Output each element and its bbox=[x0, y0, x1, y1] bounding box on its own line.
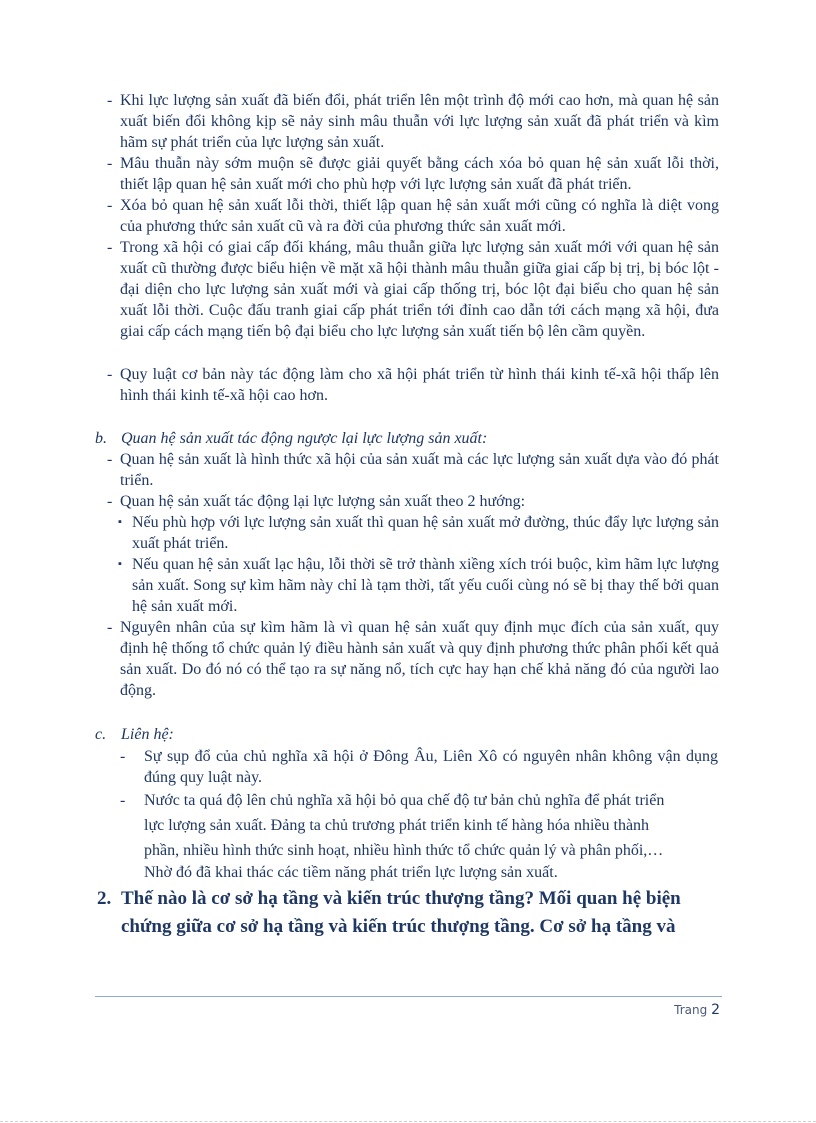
section-b-title: Quan hệ sản xuất tác động ngược lại lực lượng sản xuất: bbox=[121, 430, 488, 447]
bullet-marker: - bbox=[107, 493, 113, 510]
bullet-line: Nhờ đó đã khai thác các tiềm năng phát triển lực lượng sản xuất. bbox=[144, 864, 558, 881]
section-c-label: c. bbox=[95, 726, 107, 743]
question-title-line: Thế nào là cơ sở hạ tầng và kiến trúc thượng tầng? Mối quan hệ biện bbox=[121, 888, 681, 909]
bullet-item: Quy luật cơ bản này tác động làm cho xã hội phát triển từ hình thái kinh tế-xã hội thấp lên hình thái kinh tế-xã hội cao hơn. bbox=[120, 366, 719, 404]
question-title-line: chứng giữa cơ sở hạ tầng và kiến trúc thượng tầng. Cơ sở hạ tầng và bbox=[121, 916, 676, 937]
square-bullet-icon: ▪ bbox=[118, 516, 122, 528]
bullet-item: Nguyên nhân của sự kìm hãm là vì quan hệ sản xuất quy định mục đích của sản xuất, quy định hệ thống tổ chức quản lý điều hành sản xuất và quy định phương thức phân phối kết quả sản xuất. Do đó nó có thể tạo ra sự năng nổ, tích cực hay hạn chế khả năng đó của người lao động. bbox=[120, 619, 719, 699]
bullet-line: lực lượng sản xuất. Đảng ta chủ trương phát triển kinh tế hàng hóa nhiều thành bbox=[144, 817, 650, 834]
bullet-item: Mâu thuẫn này sớm muộn sẽ được giải quyết bằng cách xóa bỏ quan hệ sản xuất lỗi thời, thiết lập quan hệ sản xuất mới cho phù hợp với lực lượng sản xuất đã phát triển. bbox=[120, 155, 719, 193]
footer-divider bbox=[95, 996, 722, 997]
bullet-marker: - bbox=[107, 92, 113, 109]
bullet-marker: - bbox=[107, 197, 113, 214]
sub-bullet-item: Nếu quan hệ sản xuất lạc hậu, lỗi thời sẽ trở thành xiềng xích trói buộc, kìm hãm lực lượng sản xuất. Song sự kìm hãm này chỉ là tạm thời, tất yếu cuối cùng nó sẽ bị thay thế bởi quan hệ sản xuất mới. bbox=[132, 556, 719, 615]
page-number: 2 bbox=[711, 1002, 720, 1018]
bullet-item: Xóa bỏ quan hệ sản xuất lỗi thời, thiết lập quan hệ sản xuất mới cũng có nghĩa là diệt vong của phương thức sản xuất cũ và ra đời của phương thức sản xuất mới. bbox=[120, 197, 719, 235]
bullet-item: Trong xã hội có giai cấp đối kháng, mâu thuẫn giữa lực lượng sản xuất mới với quan hệ sản xuất cũ thường được biểu hiện về mặt xã hội thành mâu thuẫn giữa giai cấp bị trị, bị bóc lột - đại diện cho lực lượng sản xuất mới và giai cấp thống trị, bóc lột đại biểu cho quan hệ sản xuất lỗi thời. Cuộc đấu tranh giai cấp phát triển tới đỉnh cao dẫn tới cách mạng xã hội, đưa giai cấp cách mạng tiến bộ đại biểu cho lực lượng sản xuất tiến bộ lên cầm quyền. bbox=[120, 239, 719, 340]
section-b-label: b. bbox=[95, 430, 107, 447]
page-footer bbox=[674, 1002, 720, 1018]
question-number: 2. bbox=[97, 888, 112, 909]
bullet-marker: - bbox=[120, 748, 126, 765]
bullet-item: Quan hệ sản xuất là hình thức xã hội của sản xuất mà các lực lượng sản xuất dựa vào đó phát triển. bbox=[120, 451, 719, 489]
bullet-line: Nước ta quá độ lên chủ nghĩa xã hội bỏ qua chế độ tư bản chủ nghĩa để phát triển bbox=[144, 792, 665, 809]
footer-label: Trang bbox=[674, 1003, 708, 1017]
sub-bullet-item: Nếu phù hợp với lực lượng sản xuất thì quan hệ sản xuất mở đường, thúc đẩy lực lượng sản xuất phát triển. bbox=[132, 514, 719, 552]
bullet-marker: - bbox=[107, 451, 113, 468]
square-bullet-icon: ▪ bbox=[118, 558, 122, 570]
bullet-marker: - bbox=[107, 619, 113, 636]
bullet-item: Quan hệ sản xuất tác động lại lực lượng sản xuất theo 2 hướng: bbox=[120, 493, 526, 510]
bullet-item: Khi lực lượng sản xuất đã biến đổi, phát triển lên một trình độ mới cao hơn, mà quan hệ sản xuất biến đổi không kịp sẽ nảy sinh mâu thuẫn với lực lượng sản xuất đã phát triển và kìm hãm sự phát triển của lực lượng sản xuất. bbox=[120, 92, 719, 151]
bullet-marker: - bbox=[107, 239, 113, 256]
bullet-marker: - bbox=[120, 792, 126, 809]
section-b-heading bbox=[95, 428, 487, 449]
section-c-title: Liên hệ: bbox=[121, 726, 174, 743]
page-edge bbox=[0, 1121, 816, 1122]
bullet-item: Sự sụp đổ của chủ nghĩa xã hội ở Đông Âu, Liên Xô có nguyên nhân không vận dụng đúng quy luật này. bbox=[144, 748, 718, 786]
bullet-marker: - bbox=[107, 155, 113, 172]
bullet-line: phần, nhiều hình thức sinh hoạt, nhiều hình thức tổ chức quản lý và phân phối,… bbox=[144, 842, 664, 859]
section-c-heading bbox=[95, 724, 174, 745]
bullet-marker: - bbox=[107, 366, 113, 383]
